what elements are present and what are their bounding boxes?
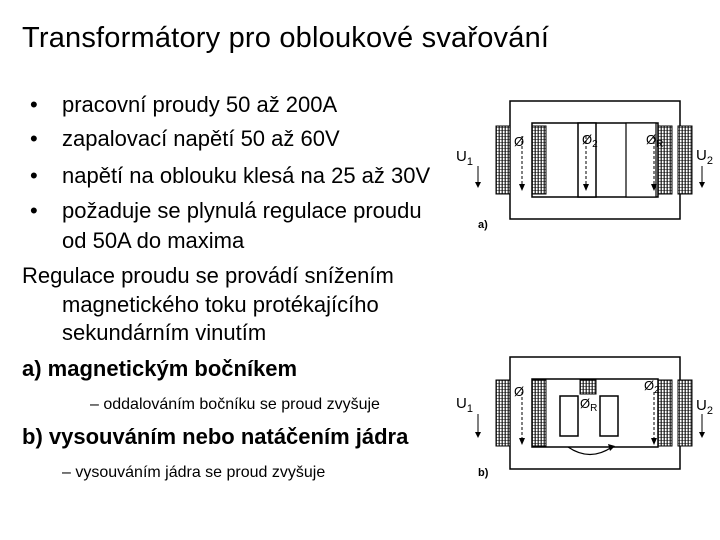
bullet-dot: • — [30, 163, 38, 188]
reactor-winding — [580, 380, 596, 394]
diagram-b-caption: b) — [478, 467, 489, 479]
diagram-b-movable-core — [450, 352, 718, 482]
phir-label: $Ø_R$ — [580, 396, 598, 414]
u2-label: $U_2$ — [696, 397, 713, 417]
paragraph-line: sekundárním vinutím — [62, 320, 267, 345]
phir-label: $Ø_R$ — [646, 132, 664, 150]
bullet-text-continuation: od 50A do maxima — [62, 228, 245, 253]
phi-label: Ø — [514, 134, 525, 149]
u1-label: $U_1$ — [456, 395, 473, 415]
movable-core — [560, 396, 578, 436]
bullet-text: požaduje se plynulá regulace proudu — [62, 198, 422, 223]
bullet-text: pracovní proudy 50 až 200A — [62, 92, 338, 117]
u2-label: $U_2$ — [696, 147, 713, 167]
bullet-dot: • — [30, 92, 38, 117]
u1-label: $U_1$ — [456, 148, 473, 168]
paragraph-line: Regulace proudu se provádí snížením — [22, 263, 394, 288]
diagram-a-caption: a) — [478, 219, 488, 231]
item-b-note: – vysouváním jádra se proud zvyšuje — [62, 464, 326, 481]
secondary-winding — [658, 126, 692, 194]
diagram-a-magnetic-shunt — [450, 96, 718, 232]
item-b-heading: b) vysouváním nebo natáčením jádra — [22, 424, 409, 449]
phi2-label: $Ø_2$ — [582, 132, 598, 150]
phi2-label: $Ø_2$ — [644, 378, 660, 396]
item-a-heading: a) magnetickým bočníkem — [22, 356, 298, 381]
item-a-note: – oddalováním bočníku se proud zvyšuje — [90, 396, 380, 413]
slide-title: Transformátory pro obloukové svařování — [22, 22, 550, 54]
bullet-dot: • — [30, 198, 38, 223]
bullet-text: zapalovací napětí 50 až 60V — [62, 126, 340, 151]
rotation-arrow — [568, 447, 612, 455]
movable-core — [600, 396, 618, 436]
phi-label: Ø — [514, 384, 525, 399]
paragraph-line: magnetického toku protékajícího — [62, 292, 379, 317]
bullet-dot: • — [30, 126, 38, 151]
secondary-winding — [658, 380, 692, 446]
bullet-text: napětí na oblouku klesá na 25 až 30V — [62, 163, 431, 188]
